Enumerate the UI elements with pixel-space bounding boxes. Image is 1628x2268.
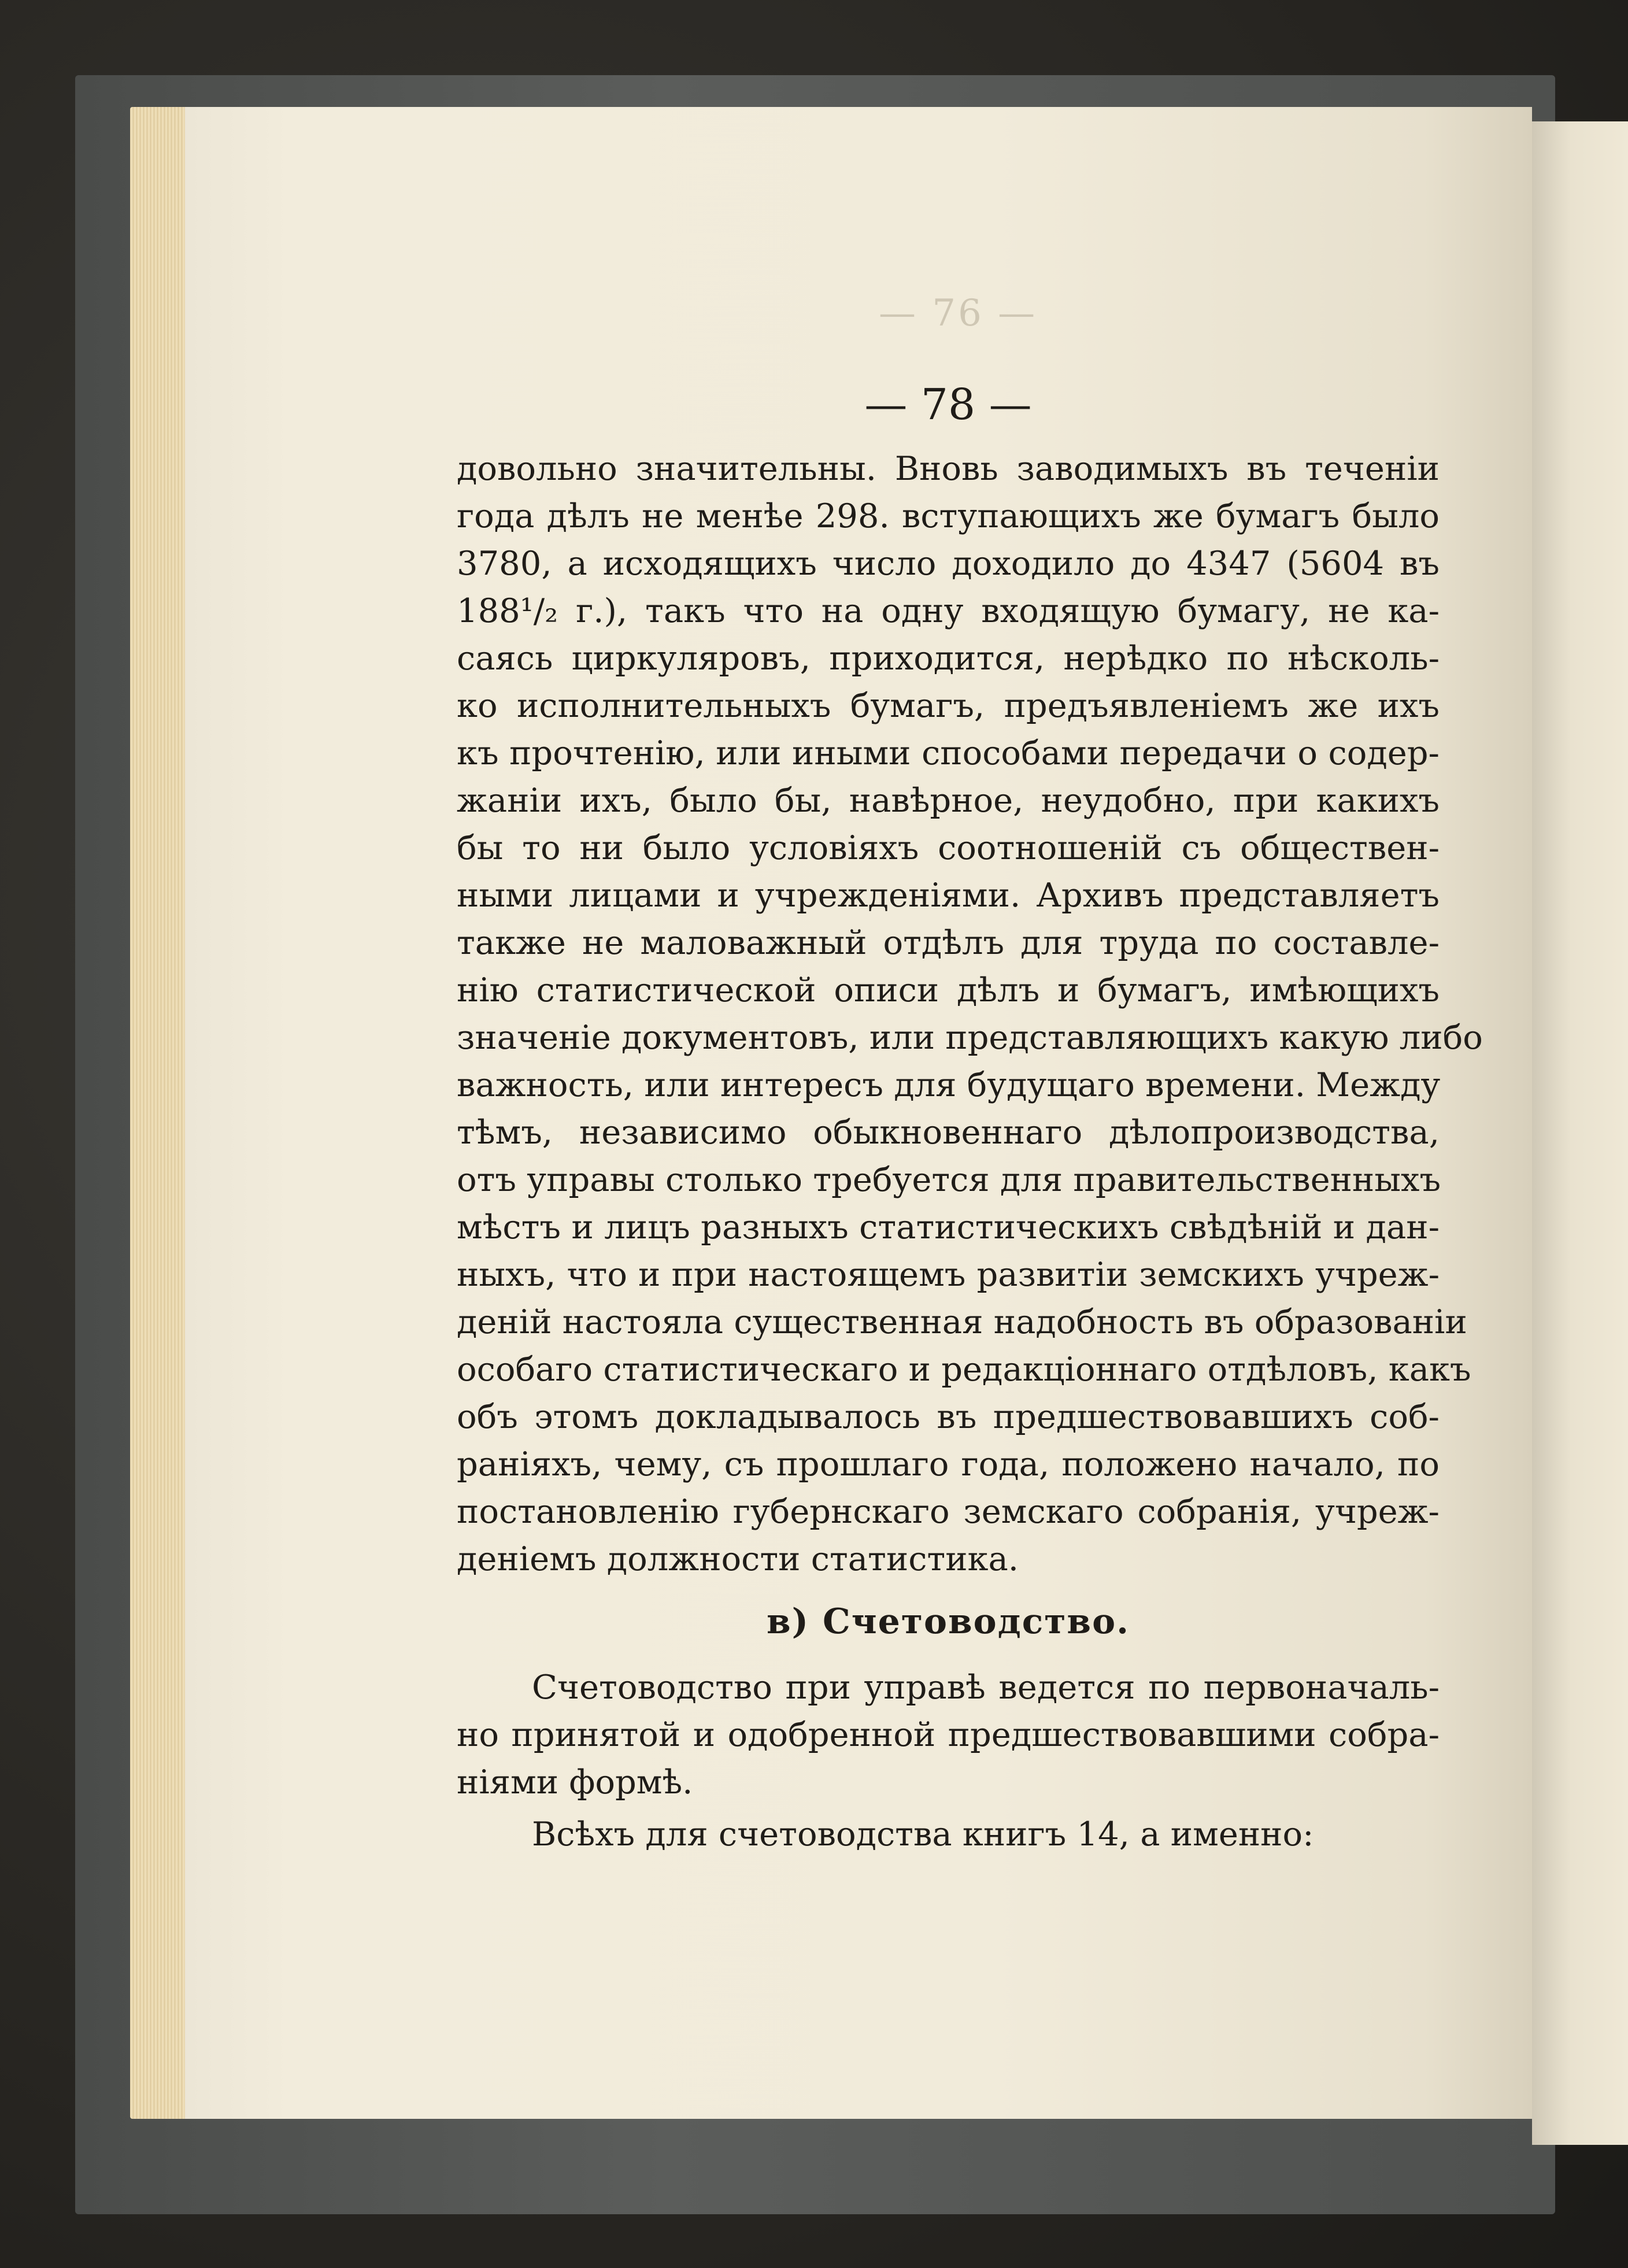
text-line: ными лицами и учрежденіями. Архивъ представляетъ xyxy=(457,876,1440,915)
text-line: особаго статистическаго и редакціоннаго отдѣловъ, какъ xyxy=(457,1350,1471,1389)
text-line: раніяхъ, чему, съ прошлаго года, положено начало, по xyxy=(457,1445,1440,1483)
text-line: года дѣлъ не менѣе 298. вступающихъ же бумагъ было xyxy=(457,497,1440,535)
text-line: отъ управы столько требуется для правительственныхъ xyxy=(457,1160,1441,1199)
text-line: деній настояла существенная надобность въ образованіи xyxy=(457,1303,1467,1341)
text-line: бы то ни было условіяхъ соотношеній съ обществен- xyxy=(457,828,1440,867)
text-line: тѣмъ, независимо обыкновеннаго дѣлопроизводства, xyxy=(457,1113,1440,1152)
paragraph-accounting xyxy=(457,1664,1440,1806)
text-line: нію статистической описи дѣлъ и бумагъ, имѣющихъ xyxy=(457,971,1440,1009)
text-line: мѣстъ и лицъ разныхъ статистическихъ свѣдѣній и дан- xyxy=(457,1208,1440,1246)
text-line: объ этомъ докладывалось въ предшествовавшихъ соб- xyxy=(457,1397,1440,1436)
text-line: ніями формѣ. xyxy=(457,1763,693,1801)
text-line: саясь циркуляровъ, приходится, нерѣдко по нѣсколь- xyxy=(457,639,1440,678)
text-line: также не маловажный отдѣлъ для труда по составле- xyxy=(457,923,1440,962)
text-line: постановленію губернскаго земскаго собранія, учреж- xyxy=(457,1492,1440,1531)
section-heading: в) Счетоводство. xyxy=(766,1601,1130,1642)
text-line: важность, или интересъ для будущаго времени. Между xyxy=(457,1065,1441,1104)
bleed-through-page-number: — 76 — xyxy=(879,292,1038,335)
text-line: деніемъ должности статистика. xyxy=(457,1540,1019,1578)
text-line: Счетоводство при управѣ ведется по первоначаль- xyxy=(532,1668,1440,1707)
facing-page-edge xyxy=(1532,121,1628,2145)
page-content xyxy=(457,376,1483,1858)
text-line: ко исполнительныхъ бумагъ, предъявленіемъ же ихъ xyxy=(457,686,1440,725)
text-line: жаніи ихъ, было бы, навѣрное, неудобно, при какихъ xyxy=(457,781,1440,820)
text-line: но принятой и одобренной предшествовавшими собра- xyxy=(457,1715,1440,1754)
text-line: ныхъ, что и при настоящемъ развитіи земскихъ учреж- xyxy=(457,1255,1440,1294)
text-line: значеніе документовъ, или представляющихъ какую либо xyxy=(457,1018,1483,1057)
paragraph-books: Всѣхъ для счетоводства книгъ 14, а именно: xyxy=(532,1815,1314,1853)
text-line: 188¹/₂ г.), такъ что на одну входящую бумагу, не ка- xyxy=(457,591,1440,630)
text-line: довольно значительны. Вновь заводимыхъ въ теченіи xyxy=(457,449,1440,488)
text-line: 3780, а исходящихъ число доходило до 4347 (5604 въ xyxy=(457,544,1440,583)
text-line: къ прочтенію, или иными способами передачи о содер- xyxy=(457,734,1440,772)
page-number: — 78 — xyxy=(864,380,1032,430)
paragraph-archive xyxy=(457,445,1483,1583)
